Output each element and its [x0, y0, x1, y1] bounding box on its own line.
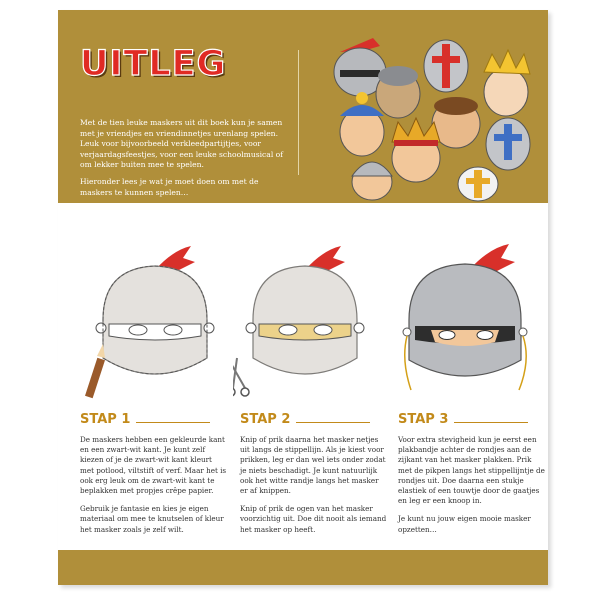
footer-band	[58, 550, 548, 585]
mask-collage-illustration	[328, 32, 538, 202]
step2-helmet-illustration	[233, 240, 378, 405]
step1-text	[80, 435, 228, 543]
step2-underline	[296, 422, 370, 423]
step2-paragraph-1: Knip of prik daarna het masker netjes uit langs de stippellijn. Als je kiest voor prikken, leg er dan wel iets onder zodat je niets beschadigt. Je kunt natuurlijk ook het witte randje langs het masker er af knippen.	[240, 435, 386, 496]
intro-paragraph-2: Hieronder lees je wat je moet doen om met de maskers te kunnen spelen…	[80, 176, 259, 197]
instruction-page	[58, 10, 548, 585]
gold-cross-mask	[458, 167, 498, 201]
intro-paragraph-1: Met de tien leuke maskers uit dit boek kun je samen met je vriendjes en vriendinnetjes urenlang spelen. Leuk voor bijvoorbeeld verkleedpartijtjes, voor verjaardagsfeestjes, voor een leuke schoolmusical of om lekker buiten mee te spelen.	[80, 118, 284, 170]
step1-heading: STAP 1	[80, 412, 131, 427]
crusader-helmet-mask	[424, 40, 468, 92]
step2-paragraph-2: Knip of prik de ogen van het masker voorzichtig uit. Doe dit nooit als iemand het masker op heeft.	[240, 504, 387, 534]
bottom-helmet-mask	[352, 162, 392, 200]
step2-text	[240, 435, 388, 543]
step3-underline	[454, 422, 528, 423]
step2-heading: STAP 2	[240, 412, 291, 427]
pencil-icon	[85, 344, 105, 398]
peasant-mask	[376, 66, 420, 118]
step1-paragraph-1: De maskers hebben een gekleurde kant en een zwart-wit kant. Je kunt zelf kiezen of je de zwart-wit kant kleurt met potlood, viltstift of verf. Maar het is ook erg leuk om de zwart-wit kant te beplakken met propjes crêpe papier.	[80, 435, 227, 496]
step3-paragraph-2: Je kunt nu jouw eigen mooie masker opzetten…	[398, 514, 531, 534]
step3-heading: STAP 3	[398, 412, 449, 427]
header-divider	[298, 50, 299, 175]
intro-text	[80, 118, 290, 204]
blue-knight-mask	[486, 118, 530, 170]
king-mask	[392, 118, 440, 182]
header-panel	[58, 10, 548, 203]
step1-paragraph-2: Gebruik je fantasie en kies je eigen materiaal om mee te knutselen of kleur het masker zoals je zelf wilt.	[80, 504, 224, 534]
step1-underline	[136, 422, 210, 423]
step3-paragraph-1: Voor extra stevigheid kun je eerst een plakbandje achter de rondjes aan de zijkant van het masker plakken. Prik met de pikpen langs het stippellijntje de rondjes uit. Doe daarna een stukje elastiek of een touwtje door de gaatjes en leg er een knoop in.	[398, 435, 545, 506]
step3-helmet-illustration	[391, 240, 541, 405]
princess-mask	[484, 50, 530, 116]
page-title: UITLEG	[80, 44, 227, 84]
step3-text	[398, 435, 546, 543]
scissors-icon	[233, 358, 249, 396]
step1-helmet-illustration	[83, 240, 228, 405]
